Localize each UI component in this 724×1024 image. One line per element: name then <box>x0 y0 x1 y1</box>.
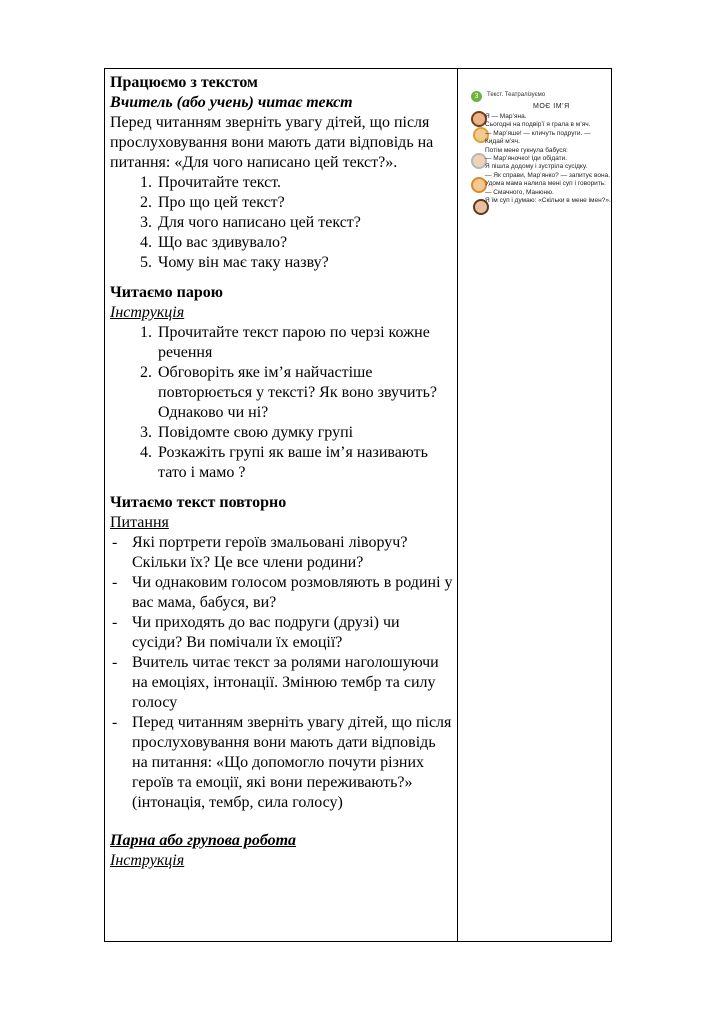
list-item: - Перед читанням зверніть увагу дітей, що після прослуховування вони мають дати відповідь на питання: «Що допомогло почути різних героїв та емоції, які вони переживають?» (інтонація, тембр, сила голосу) <box>110 713 453 813</box>
list-item: 3. Для чого написано цей текст? <box>156 213 453 233</box>
exercise-badge: 3 <box>471 91 482 102</box>
section-title: Читаємо парою <box>110 284 223 301</box>
story-line: — Як справи, Мар’янко? — запитує вона. <box>485 171 611 179</box>
section-subtitle: Питання <box>110 514 169 531</box>
instructions-column <box>110 73 453 871</box>
section-subtitle: Вчитель (або учень) читає текст <box>110 94 353 111</box>
reading-questions-list <box>110 173 453 273</box>
story-line: Удома мама налила мені суп і говорить: <box>485 180 606 188</box>
story-line: Кидай м’яч. <box>485 138 520 146</box>
column-divider <box>457 69 458 941</box>
story-line: — Мар’яночко! Іди обідати. <box>485 155 568 163</box>
question-list <box>110 533 453 813</box>
story-line: Я їм суп і думаю: «Скільки в мене імен?». <box>485 197 611 205</box>
story-line: — Мар’яше! — кличуть подруги. — <box>485 129 591 137</box>
list-item: 4. Що вас здивувало? <box>156 233 453 253</box>
story-line: — Смачного, Манюню. <box>485 188 554 196</box>
section-title: Парна або групова робота <box>110 832 297 849</box>
list-item: 1. Прочитайте текст. <box>156 173 453 193</box>
story-line: Я — Мар’яна. <box>485 113 527 120</box>
list-item: 3. Повідомте свою думку групі <box>156 423 453 443</box>
story-line: Я пішла додому і зустріла сусідку. <box>485 163 588 171</box>
section-title: Працюємо з текстом <box>110 74 258 91</box>
list-item: 4. Розкажіть групі як ваше ім’я називають тато і мамо ? <box>156 443 453 483</box>
list-item: 1. Прочитайте текст парою по черзі кожне речення <box>156 323 453 363</box>
story-line: Потім мене гукнула бабуся: <box>485 146 568 154</box>
story-text <box>485 113 611 205</box>
section-subtitle: Інструкція <box>110 304 185 321</box>
pair-reading-list <box>110 323 453 483</box>
textbook-column <box>461 69 613 941</box>
list-item: 5. Чому він має таку назву? <box>156 253 453 273</box>
list-item: 2. Про що цей текст? <box>156 193 453 213</box>
section-title: Читаємо текст повторно <box>110 494 287 511</box>
list-item: 2. Обговоріть яке ім’я найчастіше повторюється у тексті? Як воно звучить? Однаково чи ні? <box>156 363 453 423</box>
lesson-table <box>104 68 612 942</box>
list-item: - Які портрети героїв змальовані ліворуч? Скільки їх? Це все члени родини? <box>110 533 453 573</box>
intro-paragraph: Перед читанням зверніть увагу дітей, що після прослуховування вони мають дати відповідь на питання: «Для чого написано цей текст?». <box>110 114 434 171</box>
story-title: МОЄ ІМ’Я <box>533 103 570 110</box>
exercise-label: Текст. Театралізуємо <box>487 92 546 98</box>
list-item: - Чи приходять до вас подруги (друзі) чи сусіди? Ви помічали їх емоції? <box>110 613 453 653</box>
section-subtitle: Інструкція <box>110 852 185 869</box>
story-line: Сьогодні на подвір’ї я грала в м’яч. <box>485 121 591 129</box>
list-item: - Чи однаковим голосом розмовляють в родині у вас мама, бабуся, ви? <box>110 573 453 613</box>
list-item: - Вчитель читає текст за ролями наголошуючи на емоціях, інтонації. Змінюю тембр та силу голосу <box>110 653 453 713</box>
